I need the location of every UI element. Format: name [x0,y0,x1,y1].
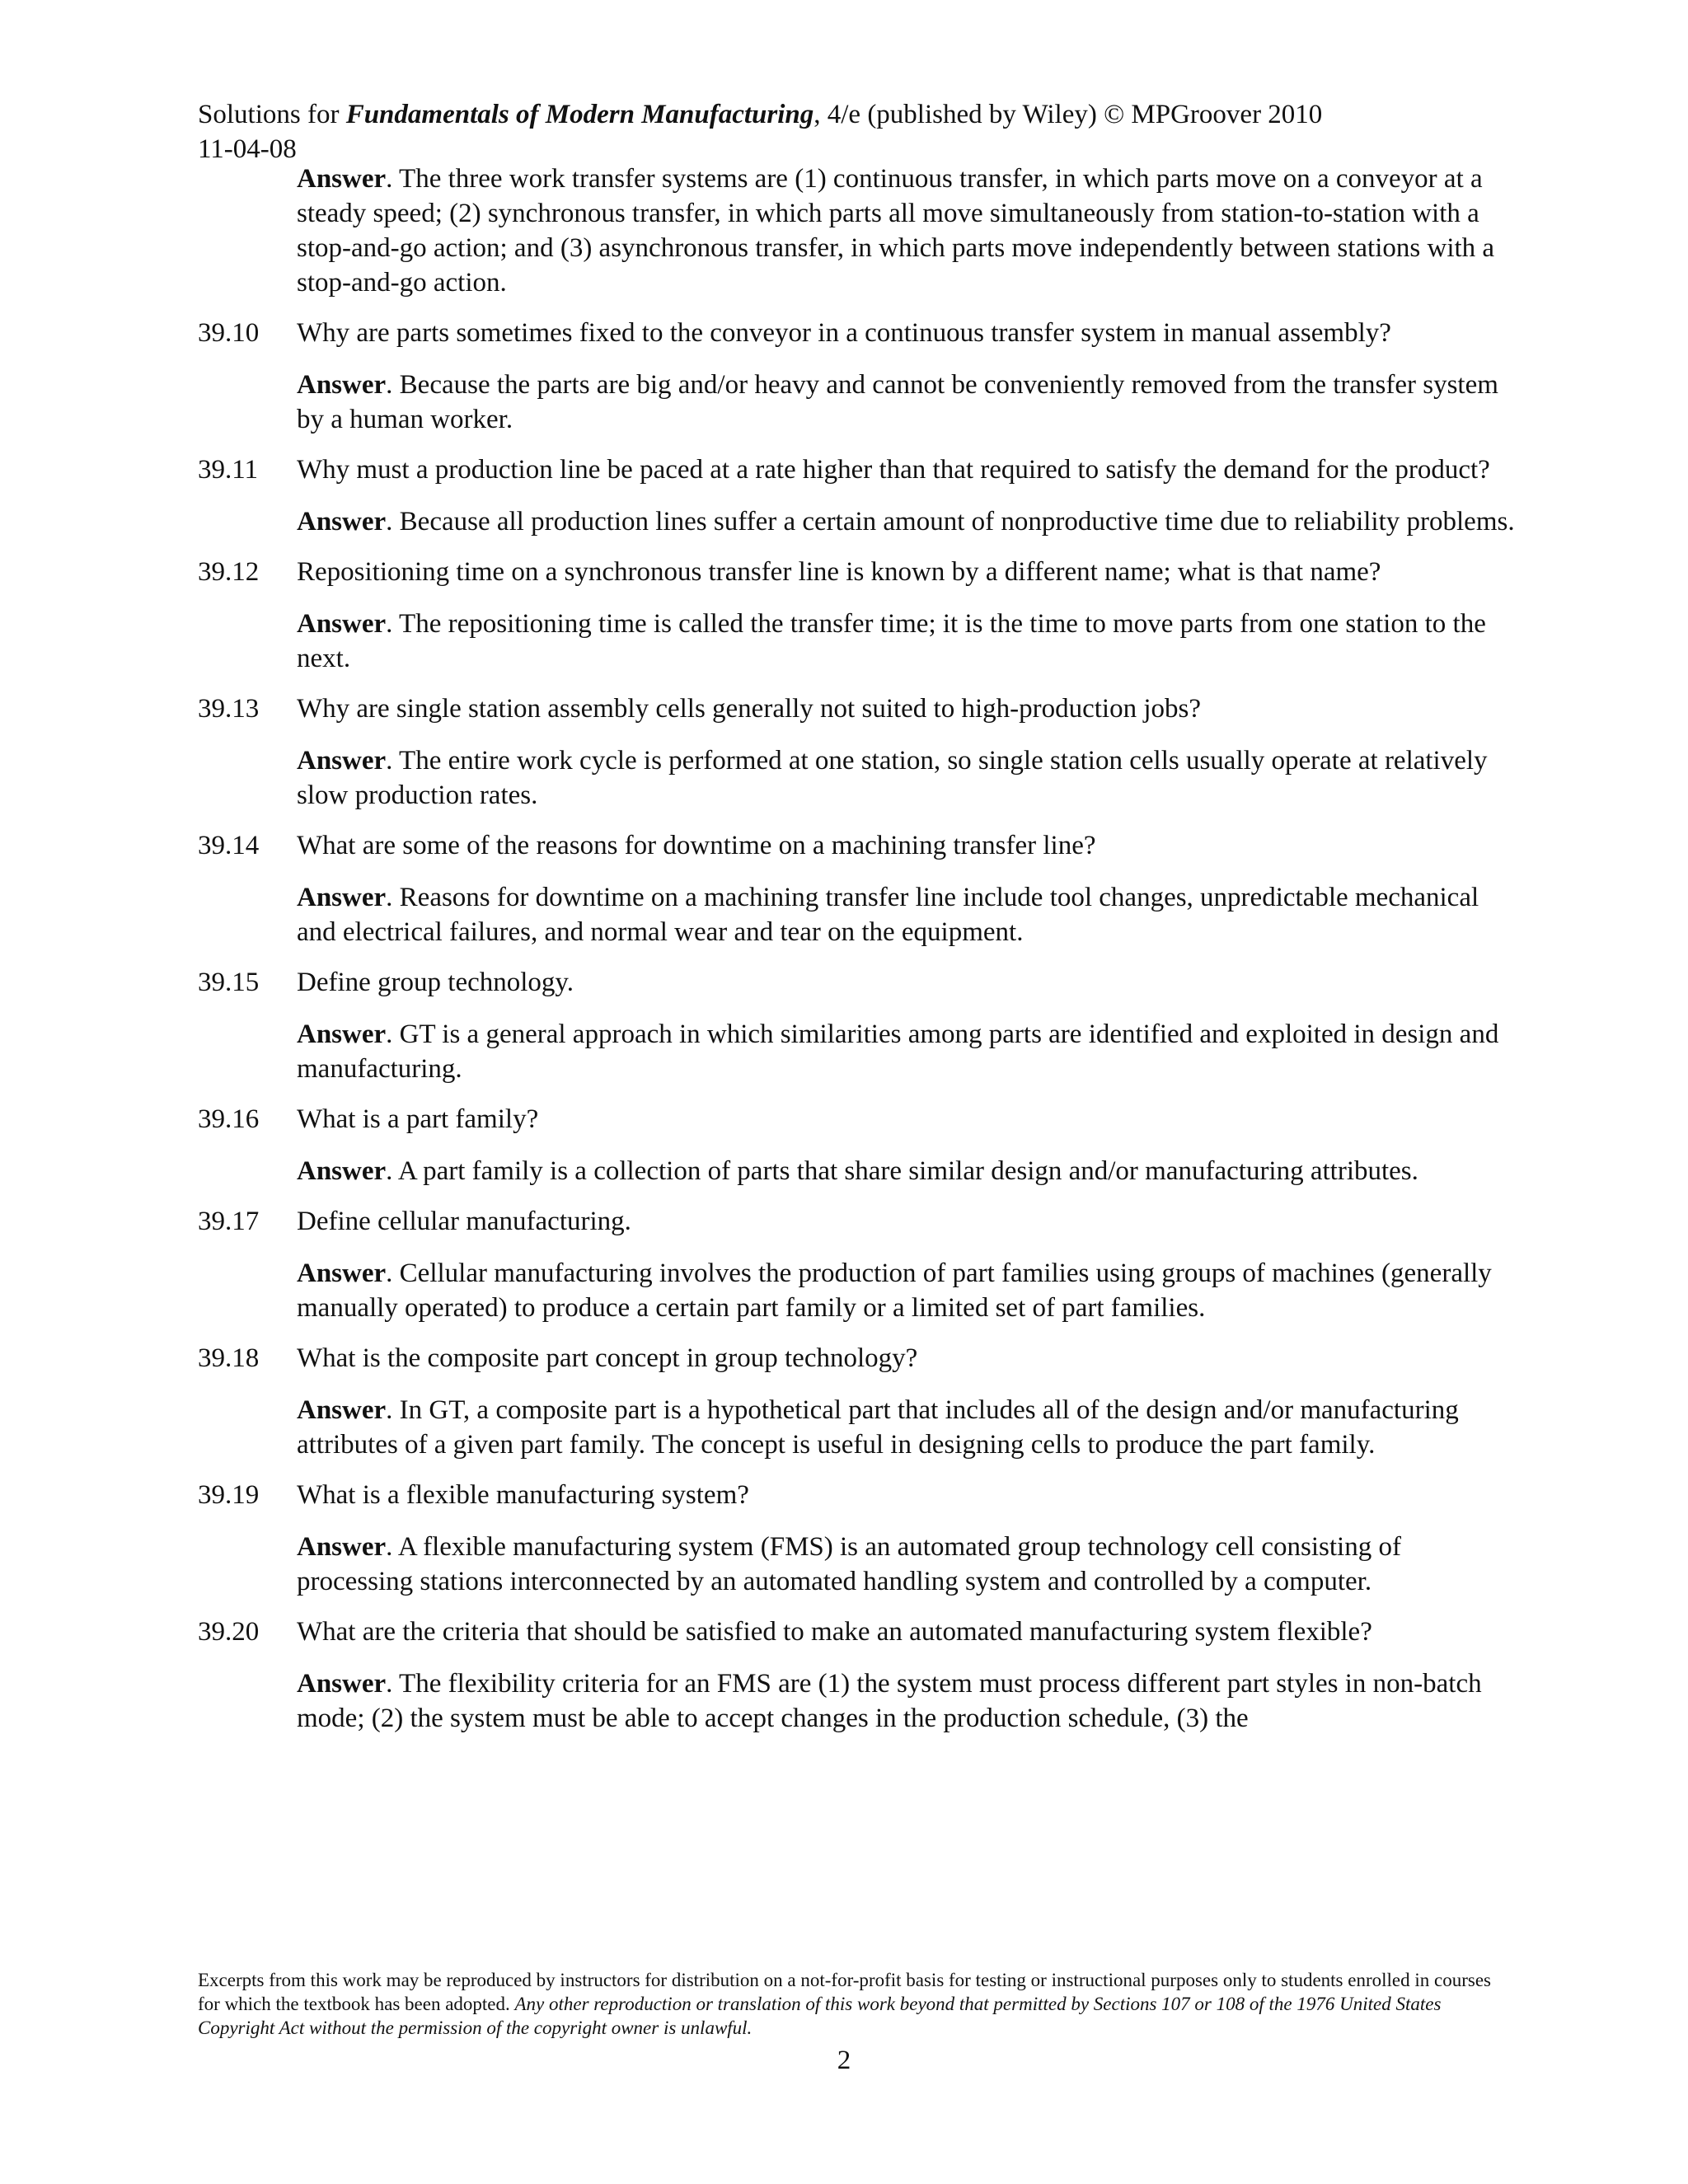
question-number: 39.15 [198,968,260,997]
answer-label: Answer [297,1395,387,1425]
answer [297,1154,1517,1188]
answer-text: . A flexible manufacturing system (FMS) is an automated group technology cell consisting of processing stations interconnected by an automated handling system and controlled by a computer. [297,1532,1401,1596]
answer [297,743,1517,813]
footer-notice: Excerpts from this work may be reproduced by instructors for distribution on a not-for-profit basis for testing or instructional purposes only to students enrolled in courses for which the textbook has been adopted. [198,1970,1491,2014]
answer-label: Answer [297,507,387,537]
question-text: What is a flexible manufacturing system? [297,1480,749,1510]
answer [297,880,1517,949]
answer-label: Answer [297,1669,387,1699]
qa-item-39-10 [198,316,1517,437]
answer-label: Answer [297,746,387,776]
book-title: Fundamentals of Modern Manufacturing [345,100,814,129]
question-number: 39.12 [198,557,260,587]
answer-text: . Reasons for downtime on a machining transfer line include tool changes, unpredictable mechanical and electrical failures, and normal wear and tear on the equipment. [297,883,1479,947]
question-text: What are the criteria that should be satisfied to make an automated manufacturing system flexible? [297,1617,1372,1647]
answer [297,368,1517,437]
qa-item-39-18 [198,1341,1517,1462]
answer [297,1530,1517,1599]
answer-label: Answer [297,370,387,400]
question-text: What is the composite part concept in group technology? [297,1343,918,1373]
copyright-footer [198,1968,1500,2040]
continued-answer [297,162,1517,300]
answer [297,1256,1517,1325]
question-text: Why must a production line be paced at a rate higher than that required to satisfy the demand for the product? [297,455,1490,485]
header-title-line [198,97,1517,132]
answer-label: Answer [297,883,387,912]
answer-label: Answer [297,1258,387,1288]
answer-text: . GT is a general approach in which similarities among parts are identified and exploited in design and manufacturing. [297,1019,1499,1084]
question-text: Repositioning time on a synchronous transfer line is known by a different name; what is that name? [297,557,1381,587]
qa-item-39-11 [198,452,1517,539]
question-text: What are some of the reasons for downtime on a machining transfer line? [297,831,1096,860]
question-number: 39.16 [198,1104,260,1134]
question-number: 39.14 [198,831,260,860]
question-text: Define cellular manufacturing. [297,1207,631,1236]
answer-text: . Because the parts are big and/or heavy and cannot be conveniently removed from the transfer system by a human worker. [297,370,1498,434]
question-number: 39.11 [198,455,259,485]
answer-text: . The repositioning time is called the transfer time; it is the time to move parts from one station to the next. [297,609,1486,673]
qa-item-39-14 [198,828,1517,949]
qa-item-39-13 [198,691,1517,813]
qa-content [198,162,1517,1751]
answer-text: . Because all production lines suffer a certain amount of nonproductive time due to reliability problems. [386,507,1515,537]
answer [297,1393,1517,1462]
answer-label: Answer [297,1156,387,1186]
page-number: 2 [837,2046,851,2075]
answer [297,1017,1517,1086]
qa-item-39-12 [198,555,1517,676]
qa-item-39-16 [198,1102,1517,1188]
question-number: 39.17 [198,1207,260,1236]
question-number: 39.20 [198,1617,260,1647]
question-text: What is a part family? [297,1104,539,1134]
question-text: Define group technology. [297,968,574,997]
answer-label: Answer [297,1532,387,1562]
answer-label: Answer [297,1019,387,1049]
question-number: 39.13 [198,694,260,724]
answer [297,504,1517,539]
qa-item-39-17 [198,1204,1517,1325]
answer-text: . Cellular manufacturing involves the production of part families using groups of machines (generally manually operated) to produce a certain part family or a limited set of part families. [297,1258,1492,1323]
answer-text: . The flexibility criteria for an FMS are (1) the system must process different part styles in non-batch mode; (2) the system must be able to accept changes in the production schedule, (3) the [297,1669,1482,1733]
answer-text: . The entire work cycle is performed at one station, so single station cells usually operate at relatively slow production rates. [297,746,1488,810]
answer-label: Answer [297,164,387,194]
qa-item-39-15 [198,965,1517,1086]
answer-text: . In GT, a composite part is a hypothetical part that includes all of the design and/or manufacturing attributes of a given part family. The concept is useful in designing cells to produce the part family. [297,1395,1459,1460]
question-number: 39.10 [198,318,260,348]
header-suffix: , 4/e (published by Wiley) © MPGroover 2010 [814,100,1323,129]
question-text: Why are single station assembly cells generally not suited to high-production jobs? [297,694,1202,724]
question-text: Why are parts sometimes fixed to the conveyor in a continuous transfer system in manual assembly? [297,318,1391,348]
answer [297,607,1517,676]
answer [297,1666,1517,1736]
footer-legal-italic: Any other reproduction or translation of this work beyond that permitted by Sections 107 or 108 of the 1976 United States Copyright Act without the permission of the copyright owner is unlawful. [198,1994,1442,2038]
header-prefix: Solutions for [198,100,346,129]
question-number: 39.19 [198,1480,260,1510]
header-date: 11-04-08 [198,134,297,164]
answer-label: Answer [297,609,387,639]
question-number: 39.18 [198,1343,260,1373]
answer-text: . The three work transfer systems are (1) continuous transfer, in which parts move on a conveyor at a steady speed; (2) synchronous transfer, in which parts all move simultaneously from station-to-station with a stop-and-go action; and (3) asynchronous transfer, in which parts move independently between stations with a stop-and-go action. [297,164,1495,298]
page-header [198,97,1517,166]
qa-item-39-20 [198,1615,1517,1736]
qa-item-39-19 [198,1478,1517,1599]
answer-text: . A part family is a collection of parts that share similar design and/or manufacturing attributes. [386,1156,1418,1186]
